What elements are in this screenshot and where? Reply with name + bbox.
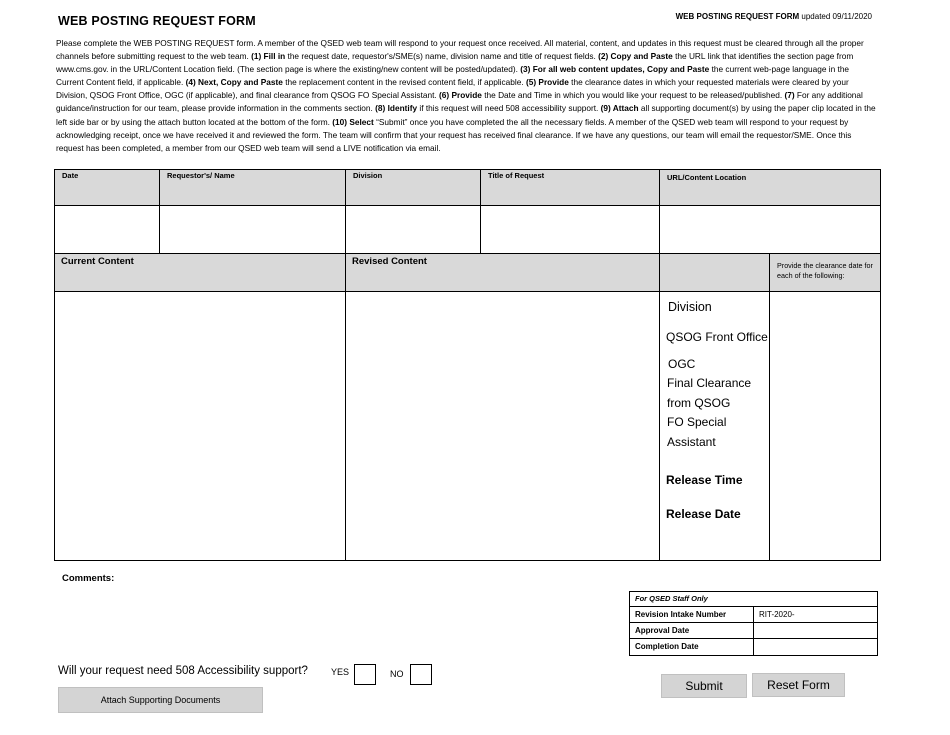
clearance-dates-column[interactable]: [770, 292, 880, 560]
clearance-final-label-2: from QSOG: [667, 396, 731, 410]
instruction-run: (6) Provide: [439, 90, 482, 101]
instruction-run: the clearance dates in which your requested materials were cleared by your Division, QSOG Front Office, OGC (if applicable), and final clearance from QSOG FO Special Assistant.: [56, 77, 849, 101]
date-field[interactable]: [55, 206, 160, 254]
approval-date-field[interactable]: [754, 623, 877, 638]
clearance-blank-header: [660, 254, 770, 291]
current-content-field[interactable]: [55, 292, 346, 560]
clearance-final-label-3: FO Special: [667, 415, 727, 429]
yes-checkbox[interactable]: [354, 664, 376, 685]
instruction-run: (2) Copy and Paste: [598, 51, 673, 62]
no-checkbox[interactable]: [410, 664, 432, 685]
url-header: [660, 170, 880, 206]
division-field[interactable]: [346, 206, 481, 254]
clearance-qsog-front-office-label: QSOG Front Office: [666, 330, 768, 344]
requestor-field[interactable]: [160, 206, 346, 254]
instruction-run: the Date and Time in which you would like your request to be released/published.: [481, 90, 785, 101]
instruction-run: “Submit” once you have completed the all the necessary fields. A member of the QSED web team will respond to your request by acknowledging receipt, once we have received it and reviewed the form. The team will confirm that your request has received final clearance. If we have any questions, our team will email the requestor/SME. Once this request has been completed, a member from our QSED web team will send a LIVE notification via email.: [56, 116, 852, 153]
attach-documents-button[interactable]: Attach Supporting Documents: [58, 687, 263, 713]
staff-row-intake: [630, 607, 877, 623]
request-info-table: [54, 169, 881, 292]
instruction-run: (8) Identify: [375, 103, 418, 114]
instruction-run: (1) Fill in: [251, 51, 286, 62]
instruction-run: the URL link that identifies the section page from www.cms.gov. in the URL/Content Location field. (The section page is where the existing/new content will be posted/updated).: [56, 51, 854, 75]
current-content-header: [55, 254, 346, 291]
division-header-label: Division: [353, 171, 383, 180]
instructions-paragraph: [56, 37, 878, 155]
yes-label: YES: [331, 667, 350, 677]
url-field[interactable]: [660, 206, 880, 254]
requestor-header: [160, 170, 346, 206]
instruction-run: (4) Next, Copy and Paste: [185, 77, 283, 88]
url-header-label: URL/Content Location: [667, 173, 747, 182]
revision-intake-label: Revision Intake Number: [630, 607, 754, 622]
submit-button[interactable]: Submit: [661, 674, 747, 698]
updated-note: [676, 12, 872, 21]
instruction-run: (10) Select: [332, 116, 374, 127]
instruction-run: (3) For all web content updates, Copy and Paste: [520, 64, 710, 75]
date-header: [55, 170, 160, 206]
instruction-run: For any additional guidance/instruction for our team, please provide information in the comments section.: [56, 90, 863, 114]
revision-intake-field[interactable]: RIT-2020-: [759, 610, 795, 619]
title-field[interactable]: [481, 206, 660, 254]
accessibility-question: Will your request need 508 Accessibility support?: [58, 665, 308, 677]
clearance-division-label: Division: [668, 300, 712, 314]
clearance-final-label-1: Final Clearance: [667, 376, 752, 390]
revised-content-header: [346, 254, 660, 291]
instruction-run: (9) Attach: [600, 103, 639, 114]
revised-content-field[interactable]: [346, 292, 660, 560]
completion-date-field[interactable]: [754, 639, 877, 655]
requestor-header-label: Requestor's/ Name: [167, 171, 235, 180]
clearance-ogc-label: OGC: [668, 357, 696, 371]
title-header-label: Title of Request: [488, 171, 545, 180]
instruction-run: Please complete the WEB POSTING REQUEST form. A member of the QSED web team will respond to your request once received. All material, content, and updates in this request must be cleared through all the proper channels before submitting request to the web team.: [56, 38, 864, 62]
division-header: [346, 170, 481, 206]
clearance-note: Provide the clearance date for each of the following:: [777, 261, 873, 280]
instruction-run: (5) Provide: [525, 77, 569, 88]
updated-note-bold: WEB POSTING REQUEST FORM: [675, 12, 800, 21]
current-content-label: Current Content: [61, 256, 134, 267]
instruction-run: the current web-page language in the Current Content field, if applicable.: [56, 64, 850, 88]
instruction-run: the replacement content in the revised content field, if applicable.: [282, 77, 526, 88]
instruction-run: the request date, requestor's/SME(s) name, division name and title of request fields.: [285, 51, 599, 62]
release-time-label: Release Time: [666, 473, 743, 487]
instruction-run: if this request will need 508 accessibility support.: [417, 103, 601, 114]
instruction-run: all supporting document(s) by using the paper clip located in the left side bar or by using the attach button located at the bottom of the form.: [56, 103, 876, 127]
updated-note-date: updated 09/11/2020: [799, 12, 872, 21]
revised-content-label: Revised Content: [352, 256, 427, 267]
staff-row-completion: [630, 639, 877, 655]
clearance-final-label-4: Assistant: [667, 435, 716, 449]
comments-label: Comments:: [62, 573, 115, 584]
no-label: NO: [390, 669, 404, 679]
staff-row-approval: [630, 623, 877, 639]
instruction-run: (7): [784, 90, 795, 101]
completion-date-label: Completion Date: [630, 639, 754, 655]
release-date-label: Release Date: [666, 507, 741, 521]
clearance-note-header: [770, 254, 880, 291]
staff-only-table: [629, 591, 878, 656]
title-header: [481, 170, 660, 206]
reset-form-button[interactable]: Reset Form: [752, 673, 845, 697]
staff-only-heading: For QSED Staff Only: [630, 592, 877, 607]
form-title: WEB POSTING REQUEST FORM: [58, 14, 256, 28]
approval-date-label: Approval Date: [630, 623, 754, 638]
date-header-label: Date: [62, 171, 79, 180]
